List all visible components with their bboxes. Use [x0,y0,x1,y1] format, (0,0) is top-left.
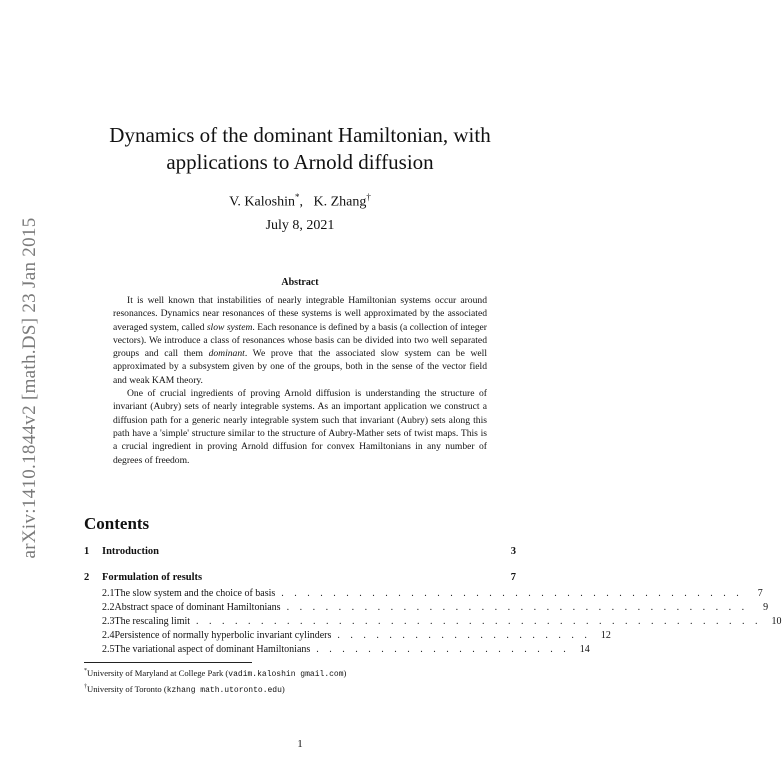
author-email[interactable]: vadim.kaloshin gmail.com [228,669,344,679]
toc-entry-formulation-of-results[interactable]: 2 Formulation of results 7 [84,572,516,583]
dot-leader: . . . . . . . . . . . . . . . . . . . . [316,644,570,655]
contents-heading: Contents [84,514,150,533]
abstract-heading: Abstract [281,277,319,288]
toc-entry-persistence[interactable]: 2.4 Persistence of normally hyperbolic invariant cylinders . . . . . . . . . . . . . . . . . . . . 12 [102,630,611,641]
toc-entry-slow-system[interactable]: 2.1 The slow system and the choice of basis . . . . . . . . . . . . . . . . . . . . . . . . . . . . . . . . . . . . 7 [102,588,763,599]
emphasis-dominant: dominant [208,348,245,360]
toc-entry-variational-aspect[interactable]: 2.5 The variational aspect of dominant Hamiltonians . . . . . . . . . . . . . . . . . . . . 14 [102,644,590,655]
author-name: V. Kaloshin [229,194,295,210]
toc-entry-abstract-space[interactable]: 2.2 Abstract space of dominant Hamiltonians . . . . . . . . . . . . . . . . . . . . . . . . . . . . . . . . . . . . 9 [102,602,769,613]
author-name: K. Zhang [313,194,367,210]
footnote-affiliation: †University of Toronto (kzhang math.utoronto.edu) [84,684,285,696]
dot-leader: . . . . . . . . . . . . . . . . . . . . . . . . . . . . . . . . . . . . . . . . . . . . [196,616,762,627]
abstract-paragraph: One of crucial ingredients of proving Arnold diffusion is understanding the structure of invariant (Aubry) sets of nearly integrable systems. As an important application we construct a diffusion path for a generic nearly integrable system such that invariant (Aubry) sets along this path have a 'simple' structure similar to the structure of Aubry-Mather sets of twist maps. This is a crucial ingredient in proving Arnold diffusion for convex Hamiltonians in any number of degrees of freedom. [113,388,487,466]
author-line: V. Kaloshin*, K. Zhang† [229,192,371,210]
author-email[interactable]: kzhang math.utoronto.edu [166,686,282,696]
paper-title: Dynamics of the dominant Hamiltonian, with applications to Arnold diffusion [109,123,491,174]
footnote-affiliation: *University of Maryland at College Park (vadim.kaloshin gmail.com) [84,667,347,679]
toc-entry-rescaling-limit[interactable]: 2.3 The rescaling limit . . . . . . . . . . . . . . . . . . . . . . . . . . . . . . . . . . . . . . . . . . . . 10 [102,616,782,627]
emphasis-slow-system: slow system [206,321,253,333]
footnote-divider [84,662,252,663]
abstract-paragraph: It is well known that instabilities of nearly integrable Hamiltonian systems occur around resonances. Dynamics near resonances of these systems is well approximated by the associated averaged system, called slow system. Each resonance is defined by a basis (a collection of integer vectors). We introduce a class of resonances whose basis can be divided into two well separated groups and call them dominant. We prove that the associated slow system can be well approximated by a subsystem given by one of the groups, both in the sense of the vector field and weak KAM theory. [113,295,487,386]
paper-date: July 8, 2021 [265,218,335,233]
footnote-mark[interactable]: † [366,192,371,202]
abstract-body [113,294,487,467]
dot-leader: . . . . . . . . . . . . . . . . . . . . [337,630,591,641]
footnotes [84,665,346,698]
dot-leader: . . . . . . . . . . . . . . . . . . . . . . . . . . . . . . . . . . . . [281,588,743,599]
footnote-mark[interactable]: * [294,192,300,202]
dot-leader: . . . . . . . . . . . . . . . . . . . . . . . . . . . . . . . . . . . . [286,602,749,613]
arxiv-identifier-stamp: arXiv:1410.1844v2 [math.DS] 23 Jan 2015 [19,217,40,559]
page-number: 1 [297,738,303,750]
toc-entry-introduction[interactable]: 1 Introduction 3 [84,546,516,557]
